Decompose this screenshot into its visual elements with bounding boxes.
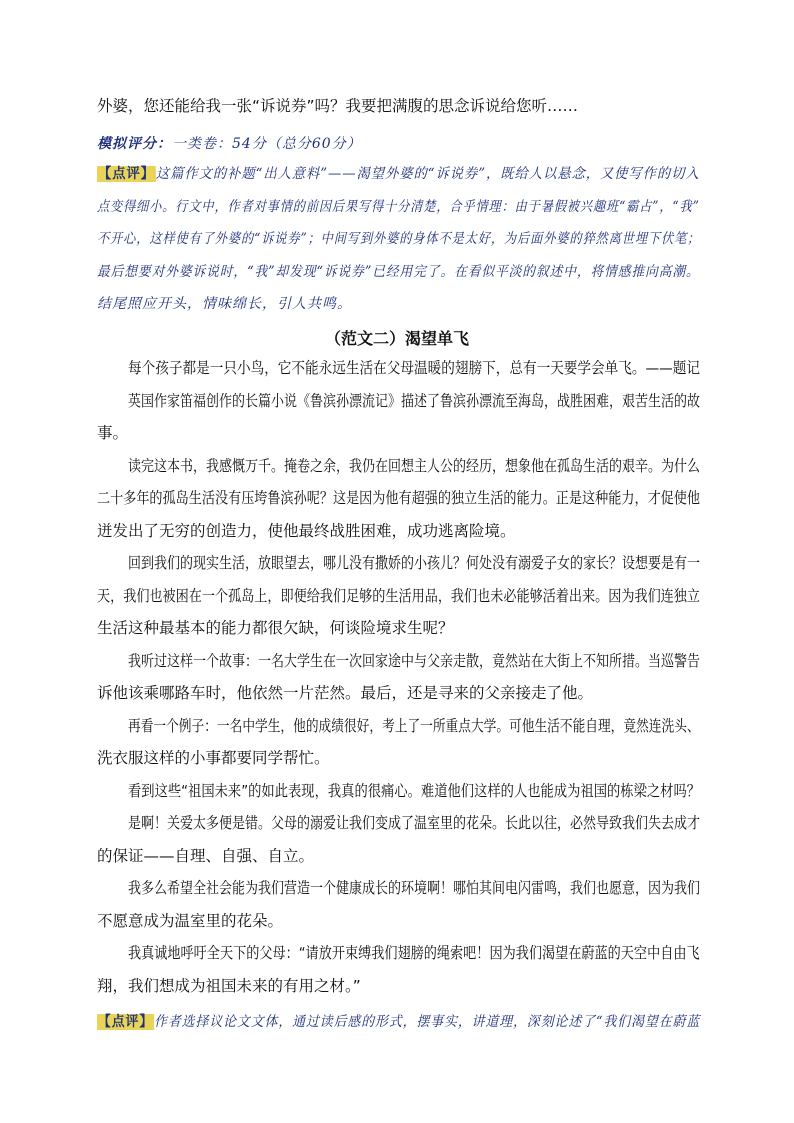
body-line: 外婆，您还能给我一张“诉说券”吗？我要把满腹的思念诉说给您听…… (97, 97, 579, 115)
comment-tag: 【点评】 (97, 166, 155, 182)
essay-line: 再看一个例子：一名中学生，他的成绩很好，考上了一所重点大学。可他生活不能自理，竟然连洗头、 (128, 717, 700, 735)
comment-line: 结尾照应开头，情味绵长，引人共鸣。 (97, 296, 352, 312)
essay-line: 天，我们也被困在一个孤岛上，即便给我们足够的生活用品，我们也未必能够活着出来。因为我们连独立 (97, 587, 701, 605)
essay-line: 二十多年的孤岛生活没有压垮鲁滨孙呢？这是因为他有超强的独立生活的能力。正是这种能力，才促使他 (97, 489, 701, 507)
essay-line: 生活这种最基本的能力都很欠缺，何谈险境求生呢？ (97, 619, 454, 637)
comment-text: 这篇作文的补题“出人意料”——渴望外婆的“诉说券”，既给人以悬念，又使写作的切入 (155, 166, 700, 182)
essay-line: 是啊！关爱太多便是错。父母的溺爱让我们变成了温室里的花朵。长此以往，必然导致我们失去成才 (128, 814, 701, 832)
comment-text: 作者选择议论文文体，通过读后感的形式，摆事实，讲道理，深刻论述了“我们渴望在蔚蓝 (154, 1014, 701, 1030)
comment-tag: 【点评】 (97, 1014, 154, 1030)
essay-line: 读完这本书，我感慨万千。掩卷之余，我仍在回想主人公的经历，想象他在孤岛生活的艰辛。为什么 (128, 457, 701, 475)
essay-line: 的保证——自理、自强、自立。 (97, 847, 315, 865)
essay-line: 洗衣服这样的小事都要同学帮忙。 (97, 749, 330, 767)
essay-title: （范文二）渴望单飞 (324, 329, 469, 348)
comment-line: 点变得细小。行文中，作者对事情的前因后果写得十分清楚，合乎情理：由于暑假被兴趣班“霸占”，“我” (97, 199, 700, 215)
essay-line: 诉他该乘哪路车时，他依然一片茫然。最后，还是寻来的父亲接走了他。 (97, 684, 594, 702)
essay-line: 事。 (97, 424, 129, 442)
essay-line: 英国作家笛福创作的长篇小说《鲁滨孙漂流记》描述了鲁滨孙漂流至海岛，战胜困难，艰苦生活的故 (128, 392, 701, 410)
essay-line: 迸发出了无穷的创造力，使他最终战胜困难，成功逃离险境。 (97, 522, 516, 540)
essay-line: 我真诚地呼吁全天下的父母：“请放开束缚我们翅膀的绳索吧！因为我们渴望在蔚蓝的天空中自由飞 (128, 944, 700, 962)
essay-line: 翔，我们想成为祖国未来的有用之材。” (97, 977, 361, 995)
comment-line (97, 1012, 700, 1032)
comment-line: 不开心，这样使有了外婆的“诉说券”；中间写到外婆的身体不是太好，为后面外婆的猝然离世埋下伏笔； (97, 231, 701, 247)
essay-line: 不愿意成为温室里的花朵。 (97, 912, 284, 930)
score-line (97, 134, 362, 154)
score-detail: 一类卷：54分（总分60分） (172, 136, 362, 152)
essay-line: 看到这些“祖国未来”的如此表现，我真的很痛心。难道他们这样的人也能成为祖国的栋梁之材吗？ (128, 782, 701, 800)
comment-line (97, 164, 700, 184)
essay-line: 我听过这样一个故事：一名大学生在一次回家途中与父亲走散，竟然站在大街上不知所措。当巡警告 (128, 652, 701, 670)
essay-line: 每个孩子都是一只小鸟，它不能永远生活在父母温暖的翅膀下，总有一天要学会单飞。——题记 (128, 359, 701, 377)
comment-line: 最后想要对外婆诉说时，“我”却发现“诉说券”已经用完了。在看似平淡的叙述中，将情感推向高潮。 (97, 264, 700, 280)
essay-line: 我多么希望全社会能为我们营造一个健康成长的环境啊！哪怕其间电闪雷鸣，我们也愿意，因为我们 (128, 879, 701, 897)
score-label: 模拟评分： (97, 136, 172, 152)
essay-line: 回到我们的现实生活，放眼望去，哪儿没有撒娇的小孩儿？何处没有溺爱子女的家长？设想要是有一 (128, 554, 701, 572)
